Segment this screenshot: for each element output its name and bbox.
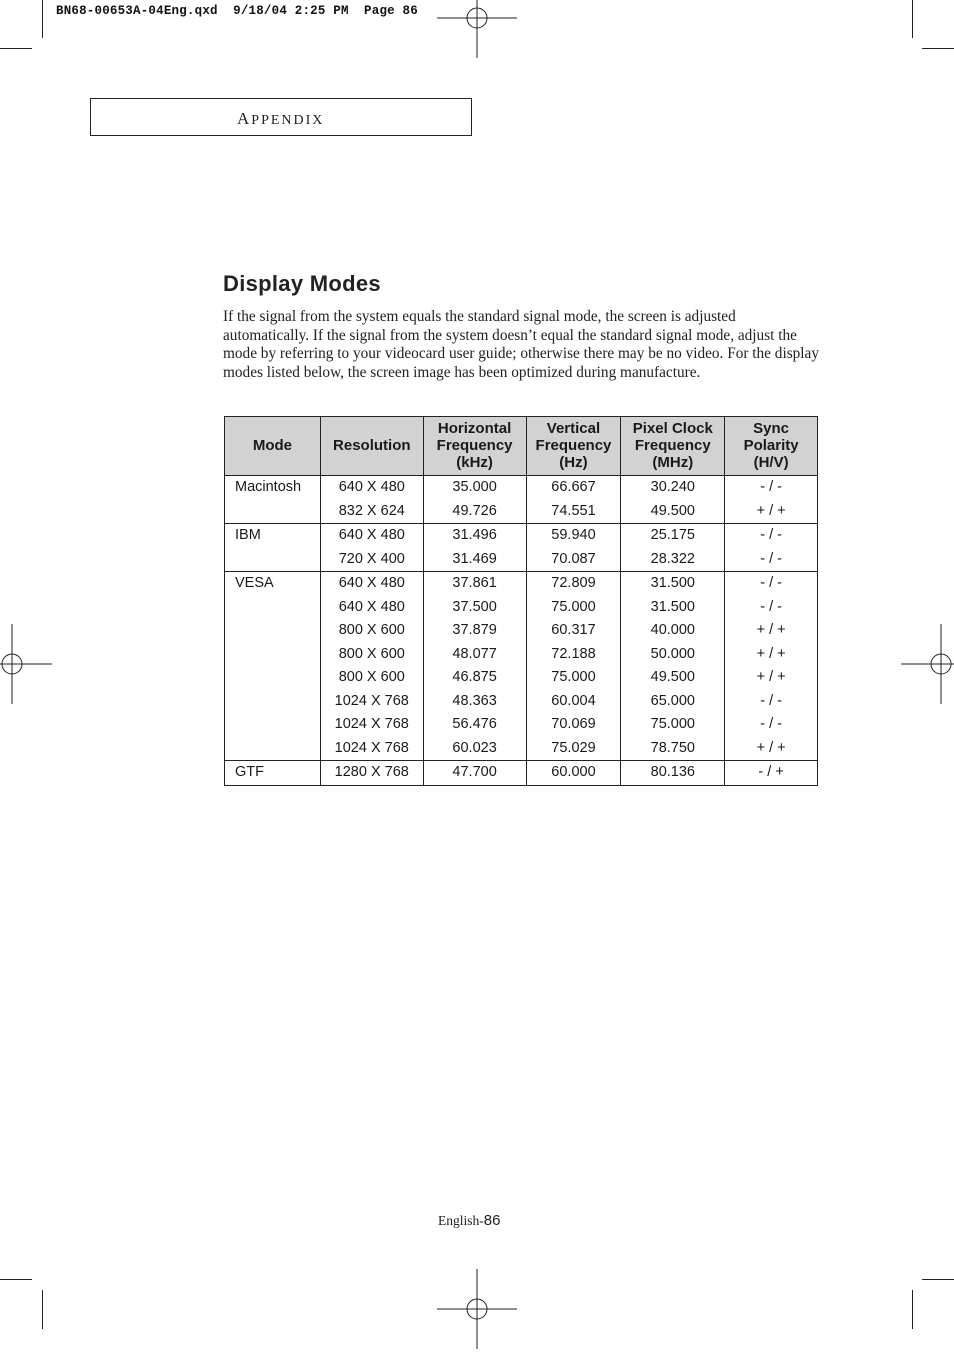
- pixel-clock-cell: 49.500: [621, 666, 725, 690]
- column-header-line: Frequency: [535, 437, 612, 454]
- pixel-clock-cell: 28.322: [621, 548, 725, 572]
- pixel-clock-cell: 49.500: [621, 500, 725, 524]
- intro-paragraph: If the signal from the system equals the standard signal mode, the screen is adjusted automatically. If the signal from the system doesn’t equal the standard signal mode, adjust the mode by referring to your videocard user guide; otherwise there may be no video. For the display modes listed below, the screen image has been optimized during manufacture.: [223, 308, 819, 381]
- table-row: [225, 476, 818, 500]
- column-header-line: (Hz): [559, 454, 588, 471]
- crop-mark: [912, 1290, 913, 1329]
- column-header-line: Frequency: [436, 437, 513, 454]
- sync-polarity-cell: - / -: [725, 524, 818, 548]
- section-header: [90, 98, 472, 136]
- registration-mark-left: [0, 624, 52, 704]
- header-row: [225, 417, 818, 476]
- crop-mark: [912, 0, 913, 38]
- footer-language: English-: [438, 1213, 484, 1228]
- registration-mark-bottom: [437, 1269, 517, 1349]
- resolution-cell: 640 X 480: [320, 596, 423, 620]
- sync-polarity-cell: + / +: [725, 619, 818, 643]
- crop-mark: [42, 0, 43, 38]
- mode-cell: [225, 666, 321, 690]
- section-title-initial: A: [237, 109, 252, 128]
- mode-cell: IBM: [225, 524, 321, 548]
- vertical-frequency-cell: 75.000: [526, 596, 621, 620]
- pixel-clock-cell: 50.000: [621, 643, 725, 667]
- vertical-frequency-cell: 72.809: [526, 572, 621, 596]
- horizontal-frequency-cell: 47.700: [423, 761, 526, 786]
- section-title-rest: PPENDIX: [251, 113, 325, 128]
- registration-mark-right: [901, 624, 954, 704]
- vertical-frequency-cell: 66.667: [526, 476, 621, 500]
- display-modes-table: [224, 416, 818, 786]
- column-header-line: Horizontal: [437, 420, 512, 437]
- mode-cell: [225, 643, 321, 667]
- table-row: [225, 500, 818, 524]
- table-row: [225, 619, 818, 643]
- table-row: [225, 572, 818, 596]
- mode-cell: [225, 690, 321, 714]
- vertical-frequency-cell: 72.188: [526, 643, 621, 667]
- column-header-line: Sync: [753, 420, 790, 437]
- column-header-line: Resolution: [333, 437, 411, 454]
- mode-cell: [225, 713, 321, 737]
- resolution-cell: 800 X 600: [320, 666, 423, 690]
- resolution-cell: 832 X 624: [320, 500, 423, 524]
- column-header: [621, 417, 725, 476]
- horizontal-frequency-cell: 37.500: [423, 596, 526, 620]
- mode-cell: [225, 737, 321, 761]
- horizontal-frequency-cell: 35.000: [423, 476, 526, 500]
- sync-polarity-cell: + / +: [725, 643, 818, 667]
- table-row: [225, 666, 818, 690]
- page-number: 86: [483, 1212, 501, 1229]
- sync-polarity-cell: - / -: [725, 476, 818, 500]
- vertical-frequency-cell: 75.029: [526, 737, 621, 761]
- column-header-line: (MHz): [652, 454, 694, 471]
- horizontal-frequency-cell: 37.879: [423, 619, 526, 643]
- resolution-cell: 1024 X 768: [320, 690, 423, 714]
- pixel-clock-cell: 78.750: [621, 737, 725, 761]
- vertical-frequency-cell: 70.087: [526, 548, 621, 572]
- vertical-frequency-cell: 74.551: [526, 500, 621, 524]
- print-slug: BN68-00653A-04Eng.qxd 9/18/04 2:25 PM Page 86: [56, 4, 418, 18]
- page-title: Display Modes: [223, 271, 381, 296]
- pixel-clock-cell: 31.500: [621, 572, 725, 596]
- pixel-clock-cell: 25.175: [621, 524, 725, 548]
- crop-mark: [0, 1279, 32, 1280]
- horizontal-frequency-cell: 37.861: [423, 572, 526, 596]
- horizontal-frequency-cell: 48.077: [423, 643, 526, 667]
- horizontal-frequency-cell: 60.023: [423, 737, 526, 761]
- resolution-cell: 1280 X 768: [320, 761, 423, 786]
- column-header-line: Frequency: [634, 437, 711, 454]
- horizontal-frequency-cell: 31.496: [423, 524, 526, 548]
- column-header-line: Vertical: [546, 420, 601, 437]
- resolution-cell: 800 X 600: [320, 619, 423, 643]
- vertical-frequency-cell: 60.004: [526, 690, 621, 714]
- page-footer: [438, 1212, 500, 1229]
- resolution-cell: 1024 X 768: [320, 737, 423, 761]
- column-header: [320, 417, 423, 476]
- sync-polarity-cell: - / -: [725, 596, 818, 620]
- column-header: [526, 417, 621, 476]
- mode-cell: VESA: [225, 572, 321, 596]
- column-header: [225, 417, 321, 476]
- resolution-cell: 1024 X 768: [320, 713, 423, 737]
- vertical-frequency-cell: 59.940: [526, 524, 621, 548]
- mode-cell: Macintosh: [225, 476, 321, 500]
- sync-polarity-cell: + / +: [725, 500, 818, 524]
- horizontal-frequency-cell: 49.726: [423, 500, 526, 524]
- table-row: [225, 761, 818, 786]
- horizontal-frequency-cell: 31.469: [423, 548, 526, 572]
- table-body: [225, 476, 818, 786]
- sync-polarity-cell: - / -: [725, 690, 818, 714]
- vertical-frequency-cell: 70.069: [526, 713, 621, 737]
- sync-polarity-cell: - / -: [725, 572, 818, 596]
- vertical-frequency-cell: 75.000: [526, 666, 621, 690]
- resolution-cell: 640 X 480: [320, 476, 423, 500]
- mode-cell: [225, 596, 321, 620]
- pixel-clock-cell: 31.500: [621, 596, 725, 620]
- table-row: [225, 524, 818, 548]
- table-row: [225, 690, 818, 714]
- table-row: [225, 737, 818, 761]
- resolution-cell: 720 X 400: [320, 548, 423, 572]
- sync-polarity-cell: + / +: [725, 666, 818, 690]
- resolution-cell: 800 X 600: [320, 643, 423, 667]
- table-header: [225, 417, 818, 476]
- mode-cell: GTF: [225, 761, 321, 786]
- sync-polarity-cell: - / +: [725, 761, 818, 786]
- resolution-cell: 640 X 480: [320, 572, 423, 596]
- horizontal-frequency-cell: 56.476: [423, 713, 526, 737]
- column-header-line: (H/V): [753, 454, 789, 471]
- mode-cell: [225, 500, 321, 524]
- horizontal-frequency-cell: 46.875: [423, 666, 526, 690]
- sync-polarity-cell: - / -: [725, 548, 818, 572]
- column-header: [423, 417, 526, 476]
- pixel-clock-cell: 75.000: [621, 713, 725, 737]
- column-header-line: Polarity: [743, 437, 799, 454]
- table-row: [225, 713, 818, 737]
- vertical-frequency-cell: 60.000: [526, 761, 621, 786]
- crop-mark: [42, 1290, 43, 1329]
- pixel-clock-cell: 65.000: [621, 690, 725, 714]
- table-row: [225, 643, 818, 667]
- table-row: [225, 596, 818, 620]
- vertical-frequency-cell: 60.317: [526, 619, 621, 643]
- column-header-line: Pixel Clock: [632, 420, 713, 437]
- mode-cell: [225, 619, 321, 643]
- column-header: [725, 417, 818, 476]
- resolution-cell: 640 X 480: [320, 524, 423, 548]
- pixel-clock-cell: 80.136: [621, 761, 725, 786]
- registration-mark-top: [437, 0, 517, 58]
- horizontal-frequency-cell: 48.363: [423, 690, 526, 714]
- pixel-clock-cell: 40.000: [621, 619, 725, 643]
- crop-mark: [0, 48, 32, 49]
- crop-mark: [922, 1279, 954, 1280]
- section-title: [237, 109, 324, 129]
- table-row: [225, 548, 818, 572]
- column-header-line: (kHz): [456, 454, 493, 471]
- sync-polarity-cell: + / +: [725, 737, 818, 761]
- sync-polarity-cell: - / -: [725, 713, 818, 737]
- pixel-clock-cell: 30.240: [621, 476, 725, 500]
- column-header-line: Mode: [252, 437, 292, 454]
- mode-cell: [225, 548, 321, 572]
- crop-mark: [922, 48, 954, 49]
